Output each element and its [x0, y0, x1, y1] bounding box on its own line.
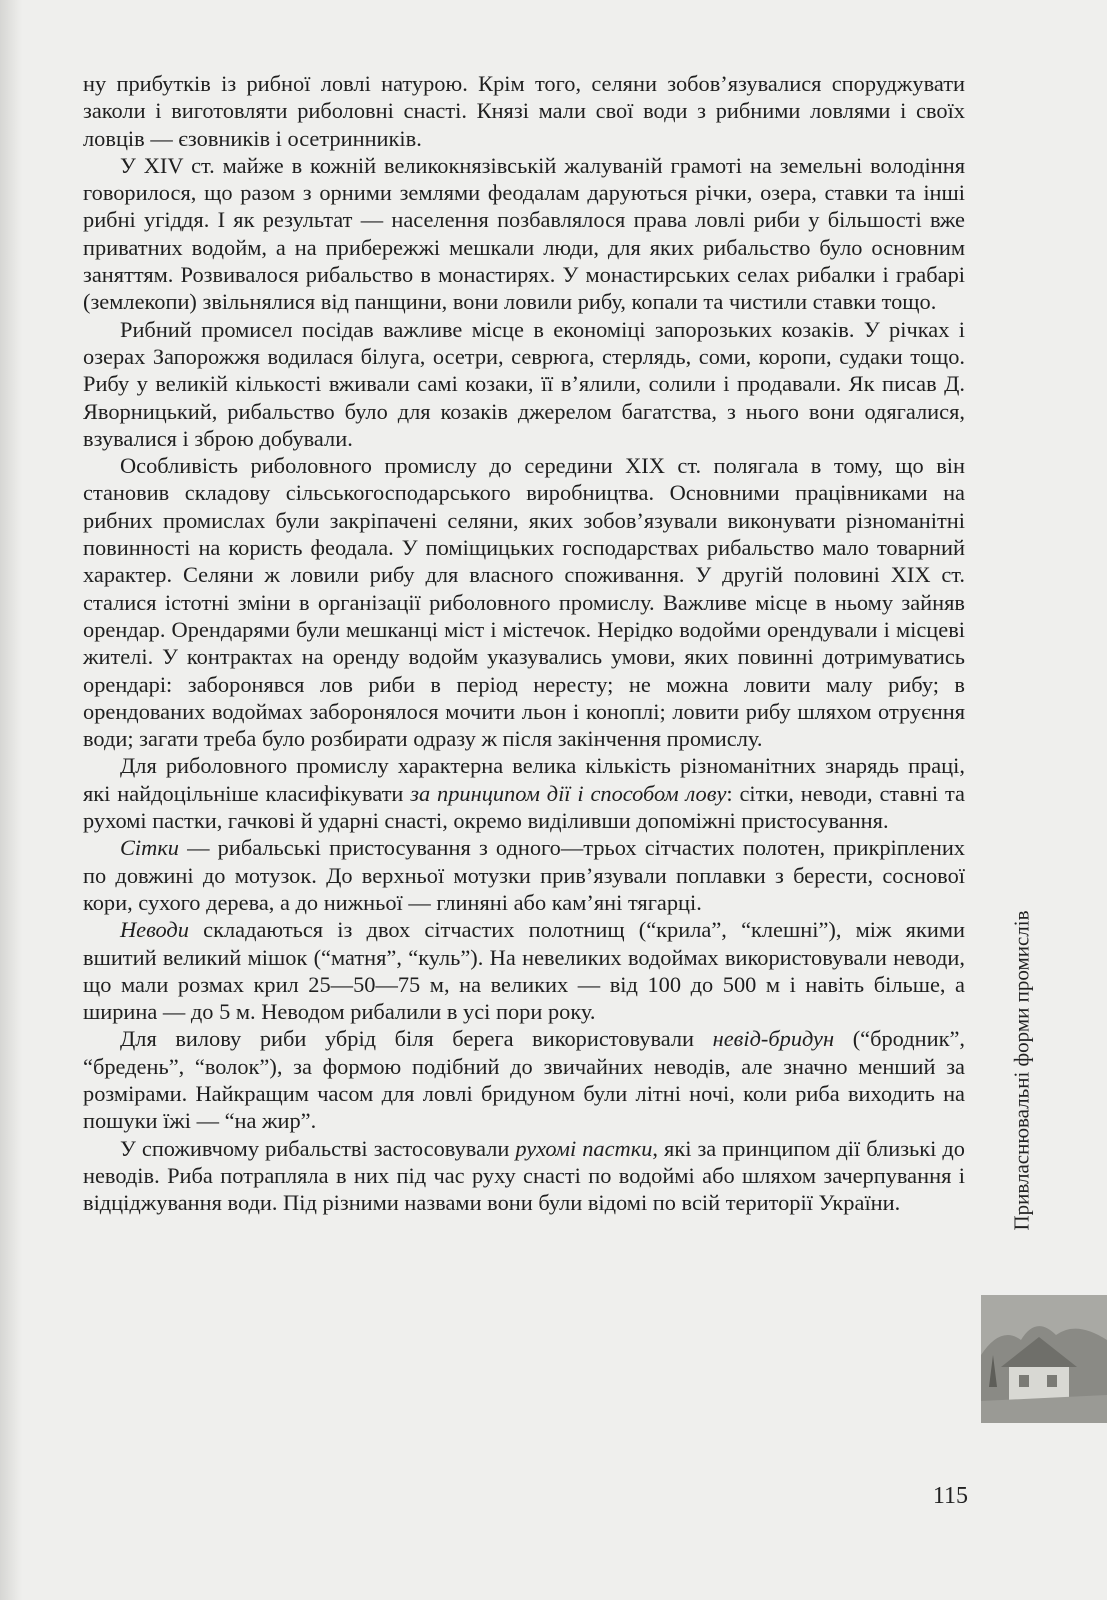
paragraph-text: (“бродник”, “бредень”, “волок”), за формою подібний до звичайних неводів, але значно менший за розмірами. Найкращим часом для ловлі бридуном були літні ночі, коли риба виходить на пошуки їжі — “на жир”.	[83, 1026, 965, 1134]
paragraph-5	[83, 752, 965, 834]
house-illustration	[981, 1295, 1107, 1423]
paragraph-text: : сітки, неводи, ставні та рухомі пастки, гачкові й ударні снасті, окремо виділивши допоміжні пристосування.	[83, 780, 965, 834]
paragraph-text: Для вилову риби убрід біля берега використовували	[120, 1026, 713, 1052]
page-edge-shadow	[0, 0, 22, 1600]
paragraph-text: ну прибутків із рибної ловлі натурою. Крім того, селяни зобов’язувалися споруджувати заколи і виготовляти риболовні снасті. Князі мали свої води з рибними ловлями і своїх ловців — єзовників і осетринників.	[83, 71, 965, 151]
chapter-thumbnail-image	[981, 1295, 1107, 1423]
paragraph-text: складаються із двох сітчастих полотнищ (“крила”, “клешні”), між якими вшитий великий мішок (“матня”, “куль”). На невеликих водоймах використовували неводи, що мали розмах крил 25—50—75 м, на великих — від 100 до 500 м і навіть більше, а ширина — до 5 м. Неводом рибалили в усі пори року.	[83, 917, 965, 1025]
paragraph-1	[83, 70, 965, 152]
paragraph-text: У XIV ст. майже в кожній великокнязівській жалуваній грамоті на земельні володіння говорилося, що разом з орними землями феодалам даруються річки, озера, ставки та інші рибні угіддя. І як результат — населення позбавлялося права ловлі риби у більшості вже приватних водойм, а на прибережжі мешкали люди, для яких рибальство було основним заняттям. Розвивалося рибальство в монастирях. У монастирських селах рибалки і грабарі (землекопи) звільнялися від панщини, вони ловили рибу, копали та чистили ставки тощо.	[83, 152, 965, 315]
paragraph-text: — рибальські пристосування з одного—трьох сітчастих полотен, прикріплених по довжині до мотузок. До верхньої мотузки прив’язували поплавки з берести, соснової кори, сухого дерева, а до нижньої — глиняні або кам’яні тягарці.	[83, 835, 965, 915]
italic-term: невід-бридун	[712, 1026, 835, 1052]
paragraph-8	[83, 1025, 965, 1134]
paragraph-text: , які за принципом дії близькі до неводів. Риба потрапляла в них під час руху снасті по водоймі або шляхом зачерпування і відціджування води. Під різними назвами вони були відомі по всій території України.	[83, 1135, 965, 1216]
paragraph-text: У споживчому рибальстві застосовували	[120, 1135, 516, 1161]
italic-term: Неводи	[120, 917, 189, 943]
running-side-title	[1002, 880, 1042, 1260]
paragraph-6	[83, 834, 965, 916]
paragraph-text: Особливість риболовного промислу до середини XIX ст. полягала в тому, що він становив складову сільськогосподарського виробництва. Основними працівниками на рибних промислах були закріпачені селяни, яких зобов’язували виконувати різноманітні повинності на користь феодала. У поміщицьких господарствах рибальство мало товарний характер. Селяни ж ловили рибу для власного споживання. У другій половині XIX ст. сталися істотні зміни в організації риболовного промислу. Важливе місце в ньому зайняв орендар. Орендарями були мешканці міст і містечок. Нерідко водойми орендували і місцеві жителі. У контрактах на оренду водойм указувались умови, яких повинні дотримуватись орендарі: заборонявся лов риби в період нересту; не можна ловити малу рибу; в орендованих водоймах заборонялося мочити льон і коноплі; ловити рибу шляхом отруєння води; загати треба було розбирати одразу ж після закінчення промислу.	[83, 453, 965, 752]
italic-term: Сітки	[120, 835, 179, 861]
side-title-text: Привласнювальні форми промислів	[1009, 909, 1034, 1231]
paragraph-4	[83, 452, 965, 752]
italic-term: за принципом дії і способом лову	[410, 780, 727, 806]
page-number: 115	[932, 1483, 968, 1509]
paragraph-text: Для риболовного промислу характерна велика кількість різноманітних знарядь праці, які найдоцільніше класифікувати	[83, 753, 965, 806]
paragraph-3	[83, 316, 965, 452]
body-text	[83, 70, 965, 1216]
italic-term: рухомі пастки	[515, 1135, 653, 1161]
paragraph-2	[83, 152, 965, 316]
paragraph-7	[83, 916, 965, 1025]
paragraph-9	[83, 1135, 965, 1217]
paragraph-text: Рибний промисел посідав важливе місце в економіці запорозьких козаків. У річках і озерах Запорожжя водилася білуга, осетри, севрюга, стерлядь, соми, коропи, судаки тощо. Рибу у великій кількості вживали самі козаки, її в’ялили, солили і продавали. Як писав Д. Яворницький, рибальство було для козаків джерелом багатства, з нього вони одягалися, взувалися і зброю добували.	[83, 316, 965, 451]
